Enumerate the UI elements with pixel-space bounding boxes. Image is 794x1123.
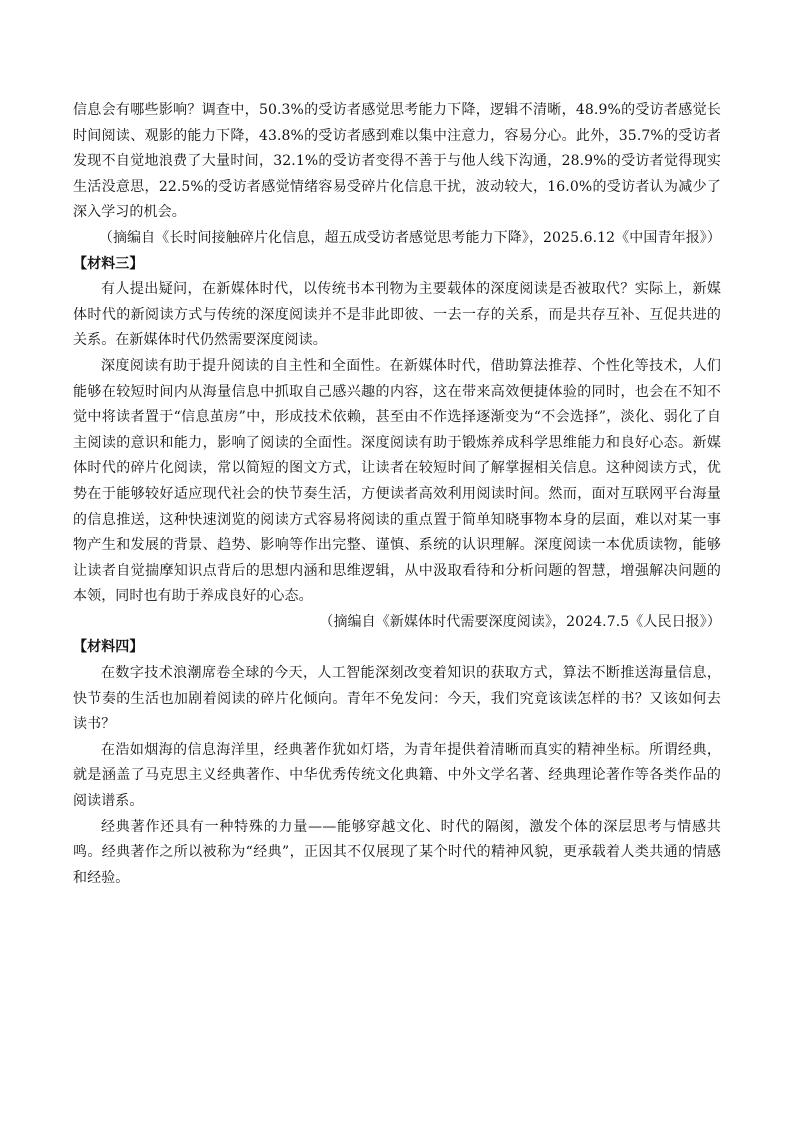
paragraph: 在数字技术浪潮席卷全球的今天，人工智能深刻改变着知识的获取方式，算法不断推送海量信息，快节奏的生活也加剧着阅读的碎片化倾向。青年不免发问：今天，我们究竟该读怎样的书？又该如何去读书？ [73, 665, 721, 733]
paragraph: 在浩如烟海的信息海洋里，经典著作犹如灯塔，为青年提供着清晰而真实的精神坐标。所谓经典，就是涵盖了马克思主义经典著作、中华优秀传统文化典籍、中外文学名著、经典理论著作等各类作品的阅读谱系。 [73, 741, 721, 810]
section-heading-material-3: 【材料三】 [73, 255, 144, 272]
paragraph-survey-results: 信息会有哪些影响？调查中，50.3%的受访者感觉思考能力下降，逻辑不清晰，48.9%的受访者感觉长时间阅读、观影的能力下降，43.8%的受访者感到难以集中注意力，容易分心。此外，35.7%的受访者发现不自觉地浪费了大量时间，32.1%的受访者变得不善于与他人线下沟通，28.9%的受访者觉得现实生活没意思，22.5%的受访者感觉情绪容易受碎片化信息干扰，波动较大，16.0%的受访者认为减少了深入学习的机会。 [73, 102, 721, 221]
section-heading-material-4: 【材料四】 [73, 639, 144, 656]
document-body [73, 98, 721, 891]
paragraph: 有人提出疑问，在新媒体时代，以传统书本刊物为主要载体的深度阅读是否被取代？实际上，新媒体时代的新阅读方式与传统的深度阅读并不是非此即彼、一去一存的关系，而是共存互补、互促共进的关系。在新媒体时代仍然需要深度阅读。 [73, 281, 721, 349]
paragraph: 深度阅读有助于提升阅读的自主性和全面性。在新媒体时代，借助算法推荐、个性化等技术，人们能够在较短时间内从海量信息中抓取自己感兴趣的内容，这在带来高效便捷体验的同时，也会在不知不觉中将读者置于“信息茧房”中，形成技术依赖，甚至由不作选择逐渐变为“不会选择”，淡化、弱化了自主阅读的意识和能力，影响了阅读的全面性。深度阅读有助于锻炼养成科学思维能力和良好心态。新媒体时代的碎片化阅读，常以简短的图文方式，让读者在较短时间了解掌握相关信息。这种阅读方式，优势在于能够较好适应现代社会的快节奏生活，方便读者高效利用阅读时间。然而，面对互联网平台海量的信息推送，这种快速浏览的阅读方式容易将阅读的重点置于简单知晓事物本身的层面，难以对某一事物产生和发展的背景、趋势、影响等作出完整、谨慎、系统的认识理解。深度阅读一本优质读物，能够让读者自觉揣摩知识点背后的思想内涵和思维逻辑，从中汲取看待和分析问题的智慧，增强解决问题的本领，同时也有助于养成良好的心态。 [73, 357, 721, 605]
source-citation: （摘编自《新媒体时代需要深度阅读》，2024.7.5《人民日报》） [319, 613, 721, 630]
source-citation: （摘编自《长时间接触碎片化信息，超五成受访者感觉思考能力下降》，2025.6.12《中国青年报》） [98, 229, 721, 246]
paragraph: 经典著作还具有一种特殊的力量——能够穿越文化、时代的隔阂，激发个体的深层思考与情感共鸣。经典著作之所以被称为“经典”，正因其不仅展现了某个时代的精神风貌，更承载着人类共通的情感和经验。 [73, 818, 721, 886]
